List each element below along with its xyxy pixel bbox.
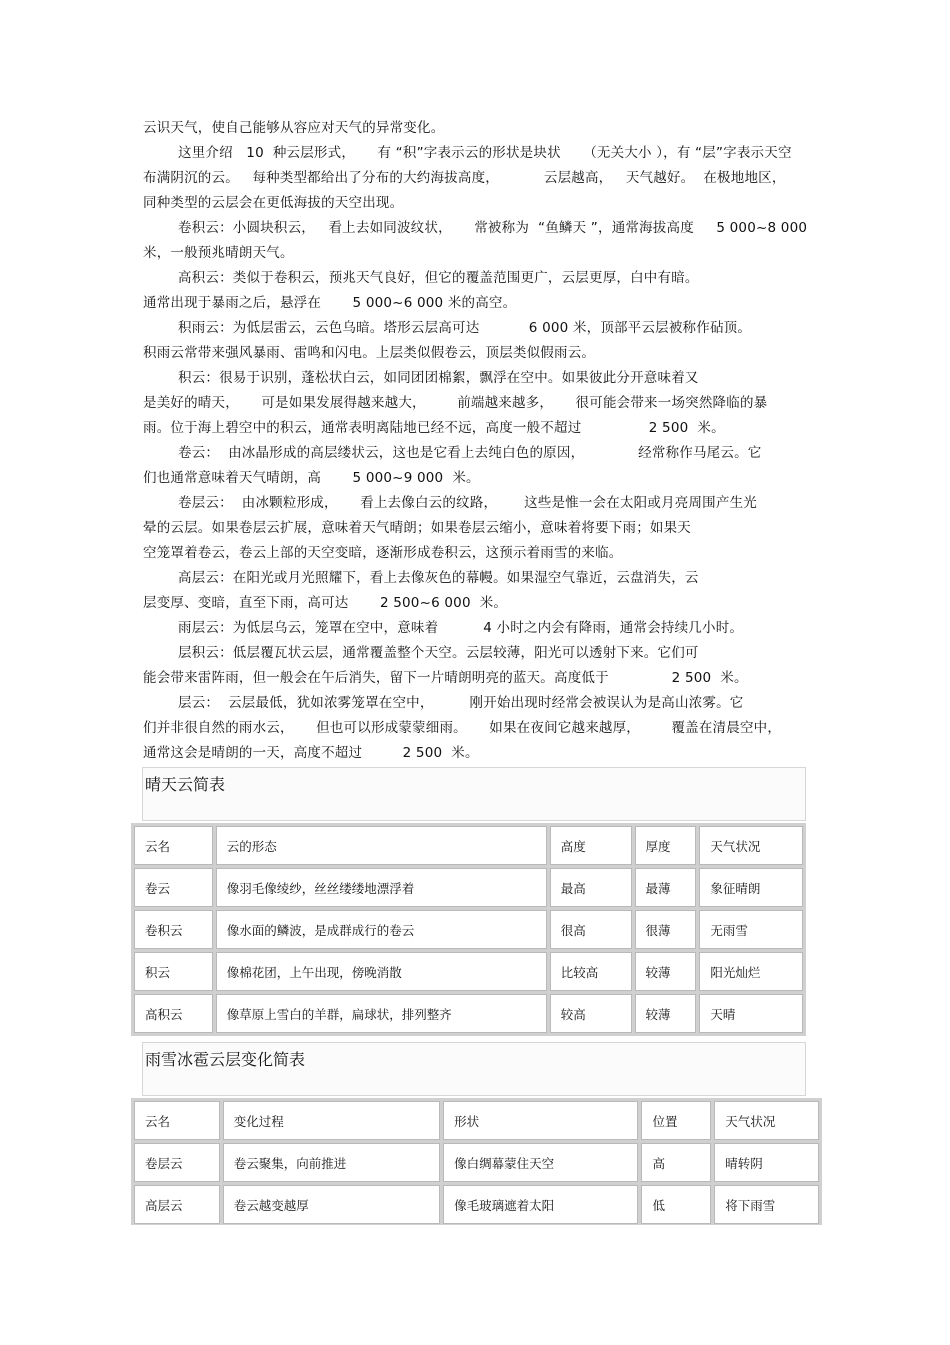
paragraph-line: 积雨云：为低层雷云，云色乌暗。塔形云层高可达 6 000 米，顶部平云层被称作砧顶。 — [178, 320, 752, 336]
table-row — [134, 910, 803, 949]
table-cell: 最高 — [550, 868, 632, 907]
paragraph-line: 卷云： 由冰晶形成的高层缕状云，这也是它看上去纯白色的原因， 经常称作马尾云。它 — [178, 445, 762, 461]
table-cell: 高层云 — [134, 1185, 220, 1224]
paragraph-line: 能会带来雷阵雨，但一般会在午后消失，留下一片晴朗明亮的蓝天。高度低于 2 500 米。 — [143, 670, 748, 686]
table-cell: 像草原上雪白的羊群，扁球状，排列整齐 — [216, 994, 547, 1033]
paragraph-line: 卷层云： 由冰颗粒形成， 看上去像白云的纹路， 这些是惟一会在太阳或月亮周围产生光 — [178, 495, 757, 511]
table2-title: 雨雪冰雹云层变化简表 — [142, 1042, 806, 1096]
table-cell: 最薄 — [635, 868, 697, 907]
table-cell: 阳光灿烂 — [699, 952, 803, 991]
paragraph-line: 晕的云层。如果卷层云扩展，意味着天气晴朗；如果卷层云缩小，意味着将要下雨；如果天 — [143, 520, 691, 536]
table-cell: 低 — [641, 1185, 711, 1224]
paragraph-line: 同种类型的云层会在更低海拔的天空出现。 — [143, 195, 404, 211]
table-cell: 很高 — [550, 910, 632, 949]
paragraph-line: 积云：很易于识别，蓬松状白云，如同团团棉絮，飘浮在空中。如果彼此分开意味着又 — [178, 370, 699, 386]
table-cell: 高 — [641, 1143, 711, 1182]
paragraph-line: 高层云：在阳光或月光照耀下，看上去像灰色的幕幔。如果湿空气靠近，云盘消失，云 — [178, 570, 699, 586]
table-cell: 积云 — [134, 952, 213, 991]
table-row — [134, 1143, 819, 1182]
paragraph-line: 们也通常意味着天气晴朗，高 5 000~9 000 米。 — [143, 470, 480, 486]
header-cell: 厚度 — [635, 826, 697, 865]
table-cell: 卷云聚集，向前推进 — [223, 1143, 440, 1182]
table-cell: 高积云 — [134, 994, 213, 1033]
table-row — [134, 994, 803, 1033]
header-cell: 变化过程 — [223, 1101, 440, 1140]
header-cell: 高度 — [550, 826, 632, 865]
header-cell: 天气状况 — [714, 1101, 819, 1140]
sunny-cloud-table — [131, 823, 806, 1036]
table-cell: 较薄 — [635, 994, 697, 1033]
table-cell: 很薄 — [635, 910, 697, 949]
table-cell: 像羽毛像绫纱，丝丝缕缕地漂浮着 — [216, 868, 547, 907]
table-cell: 像毛玻璃遮着太阳 — [443, 1185, 638, 1224]
table1-title: 晴天云简表 — [142, 767, 806, 821]
header-cell: 云的形态 — [216, 826, 547, 865]
paragraph-line: 通常出现于暴雨之后，悬浮在 5 000~6 000 米的高空。 — [143, 295, 517, 311]
table-cell: 卷云 — [134, 868, 213, 907]
paragraph-line: 高积云：类似于卷积云，预兆天气良好，但它的覆盖范围更广，云层更厚，白中有暗。 — [178, 270, 699, 286]
paragraph-line: 层变厚、变暗，直至下雨，高可达 2 500~6 000 米。 — [143, 595, 508, 611]
table-cell: 较高 — [550, 994, 632, 1033]
table-header-row — [134, 1101, 819, 1140]
table-header-row — [134, 826, 803, 865]
paragraph-line: 是美好的晴天， 可是如果发展得越来越大， 前端越来越多， 很可能会带来一场突然降临的暴 — [143, 395, 768, 411]
paragraph-line: 云识天气，使自己能够从容应对天气的异常变化。 — [143, 120, 445, 136]
table-cell: 像水面的鳞波，是成群成行的卷云 — [216, 910, 547, 949]
table-row — [134, 868, 803, 907]
table-cell: 卷层云 — [134, 1143, 220, 1182]
table-cell: 象征晴朗 — [699, 868, 803, 907]
table-cell: 将下雨雪 — [714, 1185, 819, 1224]
paragraph-line: 空笼罩着卷云，卷云上部的天空变暗，逐渐形成卷积云，这预示着雨雪的来临。 — [143, 545, 623, 561]
paragraph-line: 积雨云常带来强风暴雨、雷鸣和闪电。上层类似假卷云，顶层类似假雨云。 — [143, 345, 596, 361]
table-cell: 天晴 — [699, 994, 803, 1033]
table-row — [134, 1185, 819, 1224]
table-cell: 晴转阴 — [714, 1143, 819, 1182]
table-row — [134, 952, 803, 991]
table-cell: 比较高 — [550, 952, 632, 991]
paragraph-line: 通常这会是晴朗的一天，高度不超过 2 500 米。 — [143, 745, 479, 761]
paragraph-line: 这里介绍 10 种云层形式， 有 “积”字表示云的形状是块状 （无关大小 ），有 “层”字表示天空 — [178, 145, 792, 161]
table-cell: 卷积云 — [134, 910, 213, 949]
paragraph-line: 层云： 云层最低，犹如浓雾笼罩在空中， 刚开始出现时经常会被误认为是高山浓雾。它 — [178, 695, 744, 711]
header-cell: 天气状况 — [699, 826, 803, 865]
paragraph-line: 层积云：低层覆瓦状云层，通常覆盖整个天空。云层较薄，阳光可以透射下来。它们可 — [178, 645, 699, 661]
header-cell: 云名 — [134, 1101, 220, 1140]
header-cell: 形状 — [443, 1101, 638, 1140]
paragraph-line: 雨层云：为低层乌云，笼罩在空中，意味着 4 小时之内会有降雨，通常会持续几小时。 — [178, 620, 744, 636]
table-cell: 卷云越变越厚 — [223, 1185, 440, 1224]
paragraph-line: 布满阴沉的云。 每种类型都给出了分布的大约海拔高度， 云层越高， 天气越好。 在极地地区， — [143, 170, 786, 186]
table-cell: 较薄 — [635, 952, 697, 991]
table-cell: 无雨雪 — [699, 910, 803, 949]
paragraph-line: 们并非很自然的雨水云， 但也可以形成蒙蒙细雨。 如果在夜间它越来越厚， 覆盖在清晨空中， — [143, 720, 782, 736]
table-cell: 像棉花团，上午出现，傍晚消散 — [216, 952, 547, 991]
header-cell: 位置 — [641, 1101, 711, 1140]
table-cell: 像白绸幕蒙住天空 — [443, 1143, 638, 1182]
header-cell: 云名 — [134, 826, 213, 865]
weather-change-table — [131, 1098, 822, 1225]
paragraph-line: 雨。位于海上碧空中的积云，通常表明离陆地已经不远，高度一般不超过 2 500 米。 — [143, 420, 725, 436]
paragraph-line: 米，一般预兆晴朗天气。 — [143, 245, 294, 261]
paragraph-line: 卷积云：小圆块积云， 看上去如同波纹状， 常被称为 “鱼鳞天 ”，通常海拔高度 5 000~8 000 — [178, 220, 808, 236]
